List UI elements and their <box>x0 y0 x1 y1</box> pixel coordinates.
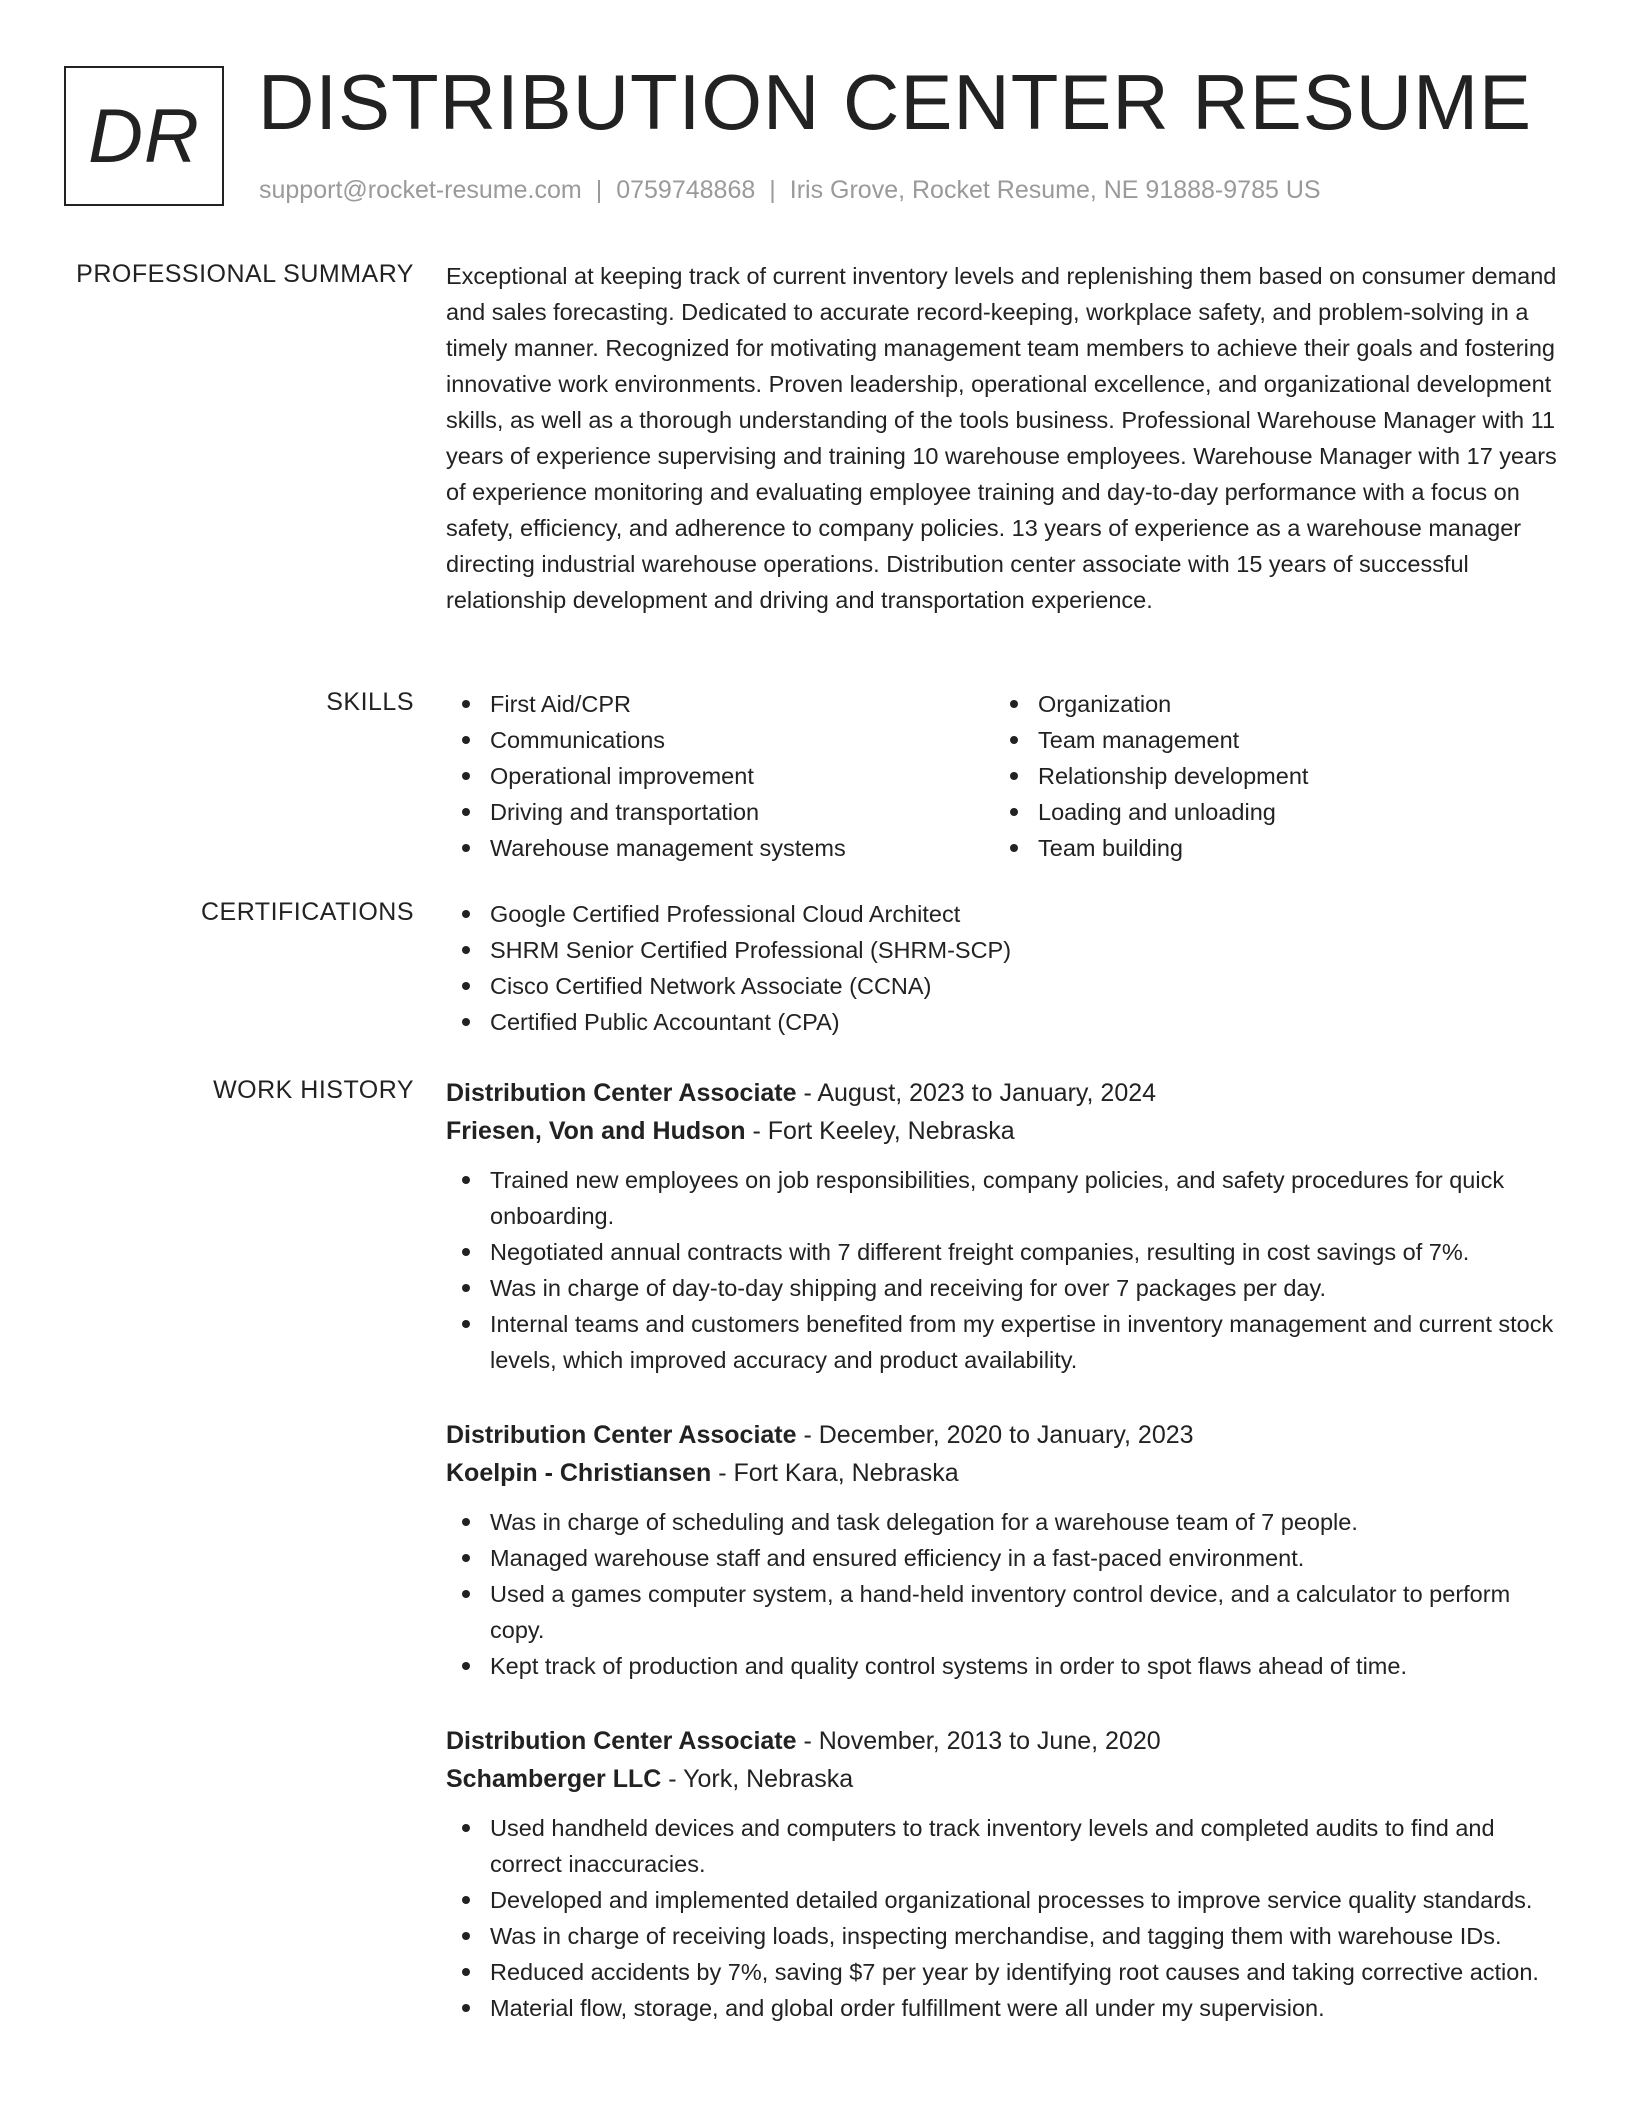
job-title: Distribution Center Associate <box>446 1421 797 1449</box>
certification-item: Cisco Certified Network Associate (CCNA) <box>446 968 1566 1004</box>
work-history-body <box>446 1074 1566 2050</box>
skill-item: Team building <box>994 830 1542 866</box>
job-dates: - December, 2020 to January, 2023 <box>796 1421 1194 1449</box>
contact-line <box>259 176 1321 205</box>
job-title: Distribution Center Associate <box>446 1079 797 1107</box>
job-company: Friesen, Von and Hudson <box>446 1117 746 1145</box>
job-bullets <box>446 1162 1566 1378</box>
job-bullet: Internal teams and customers benefited from my expertise in inventory management and current stock levels, which improved accuracy and product availability. <box>446 1306 1566 1378</box>
job-location: - Fort Kara, Nebraska <box>711 1459 959 1487</box>
job-bullet: Was in charge of receiving loads, inspecting merchandise, and tagging them with warehouse IDs. <box>446 1918 1566 1954</box>
job-bullet: Material flow, storage, and global order fulfillment were all under my supervision. <box>446 1990 1566 2026</box>
skills-column-left <box>446 686 994 866</box>
job-title: Distribution Center Associate <box>446 1727 797 1755</box>
contact-phone[interactable]: 0759748868 <box>616 176 756 204</box>
section-label-skills: SKILLS <box>326 688 414 716</box>
job-bullet: Trained new employees on job responsibilities, company policies, and safety procedures for quick onboarding. <box>446 1162 1566 1234</box>
job-bullet: Managed warehouse staff and ensured efficiency in a fast-paced environment. <box>446 1540 1566 1576</box>
job-location: - Fort Keeley, Nebraska <box>745 1117 1015 1145</box>
job-bullet: Reduced accidents by 7%, saving $7 per year by identifying root causes and taking corrective action. <box>446 1954 1566 1990</box>
job-bullet: Used handheld devices and computers to track inventory levels and completed audits to find and correct inaccuracies. <box>446 1810 1566 1882</box>
job-company-line <box>446 1454 1566 1492</box>
job-company: Schamberger LLC <box>446 1765 662 1793</box>
section-label-certifications: CERTIFICATIONS <box>200 898 414 926</box>
job-bullet: Developed and implemented detailed organizational processes to improve service quality standards. <box>446 1882 1566 1918</box>
job-bullets <box>446 1504 1566 1684</box>
skill-item: Warehouse management systems <box>446 830 994 866</box>
job-entry <box>446 1722 1566 2026</box>
skills-grid <box>446 686 1566 866</box>
job-bullet: Was in charge of day-to-day shipping and receiving for over 7 packages per day. <box>446 1270 1566 1306</box>
certification-item: Certified Public Accountant (CPA) <box>446 1004 1566 1040</box>
skill-item: Communications <box>446 722 994 758</box>
job-dates: - November, 2013 to June, 2020 <box>796 1727 1161 1755</box>
job-title-line <box>446 1416 1566 1454</box>
skill-item: Relationship development <box>994 758 1542 794</box>
certification-item: SHRM Senior Certified Professional (SHRM-SCP) <box>446 932 1566 968</box>
certification-item: Google Certified Professional Cloud Architect <box>446 896 1566 932</box>
job-bullet: Used a games computer system, a hand-held inventory control device, and a calculator to perform copy. <box>446 1576 1566 1648</box>
certifications-body <box>446 896 1566 1040</box>
certifications-list <box>446 896 1566 1040</box>
summary-body <box>446 258 1566 618</box>
contact-separator: | <box>769 176 776 204</box>
skill-item: Loading and unloading <box>994 794 1542 830</box>
job-title-line <box>446 1074 1566 1112</box>
job-entry <box>446 1416 1566 1698</box>
contact-email[interactable]: support@rocket-resume.com <box>259 176 582 204</box>
contact-address: Iris Grove, Rocket Resume, NE 91888-9785 US <box>789 176 1321 204</box>
resume-title: DISTRIBUTION CENTER RESUME <box>258 58 1533 146</box>
skill-item: Operational improvement <box>446 758 994 794</box>
job-location: - York, Nebraska <box>661 1765 854 1793</box>
skill-item: Organization <box>994 686 1542 722</box>
job-company-line <box>446 1112 1566 1150</box>
job-bullet: Kept track of production and quality control systems in order to spot flaws ahead of time. <box>446 1648 1566 1684</box>
contact-separator: | <box>595 176 603 204</box>
job-entry <box>446 1074 1566 1392</box>
monogram-logo: DR <box>64 66 224 206</box>
job-dates: - August, 2023 to January, 2024 <box>796 1079 1157 1107</box>
job-bullet: Negotiated annual contracts with 7 different freight companies, resulting in cost savings of 7%. <box>446 1234 1566 1270</box>
section-label-summary: PROFESSIONAL SUMMARY <box>76 260 414 288</box>
skill-item: First Aid/CPR <box>446 686 994 722</box>
job-bullet: Was in charge of scheduling and task delegation for a warehouse team of 7 people. <box>446 1504 1566 1540</box>
skills-column-right <box>994 686 1542 866</box>
job-company: Koelpin - Christiansen <box>446 1459 712 1487</box>
section-label-work-history: WORK HISTORY <box>213 1076 414 1104</box>
job-title-line <box>446 1722 1566 1760</box>
job-bullets <box>446 1810 1566 2026</box>
job-company-line <box>446 1760 1566 1798</box>
summary-text: Exceptional at keeping track of current inventory levels and replenishing them based on consumer demand and sales forecasting. Dedicated to accurate record-keeping, workplace safety, and problem-solving in a timely manner. Recognized for motivating management team members to achieve their goals and fostering innovative work environments. Proven leadership, operational excellence, and organizational development skills, as well as a thorough understanding of the tools business. Professional Warehouse Manager with 11 years of experience supervising and training 10 warehouse employees. Warehouse Manager with 17 years of experience monitoring and evaluating employee training and day-to-day performance with a focus on safety, efficiency, and adherence to company policies. 13 years of experience as a warehouse manager directing industrial warehouse operations. Distribution center associate with 15 years of successful relationship development and driving and transportation experience. <box>446 263 1557 613</box>
skill-item: Driving and transportation <box>446 794 994 830</box>
skill-item: Team management <box>994 722 1542 758</box>
